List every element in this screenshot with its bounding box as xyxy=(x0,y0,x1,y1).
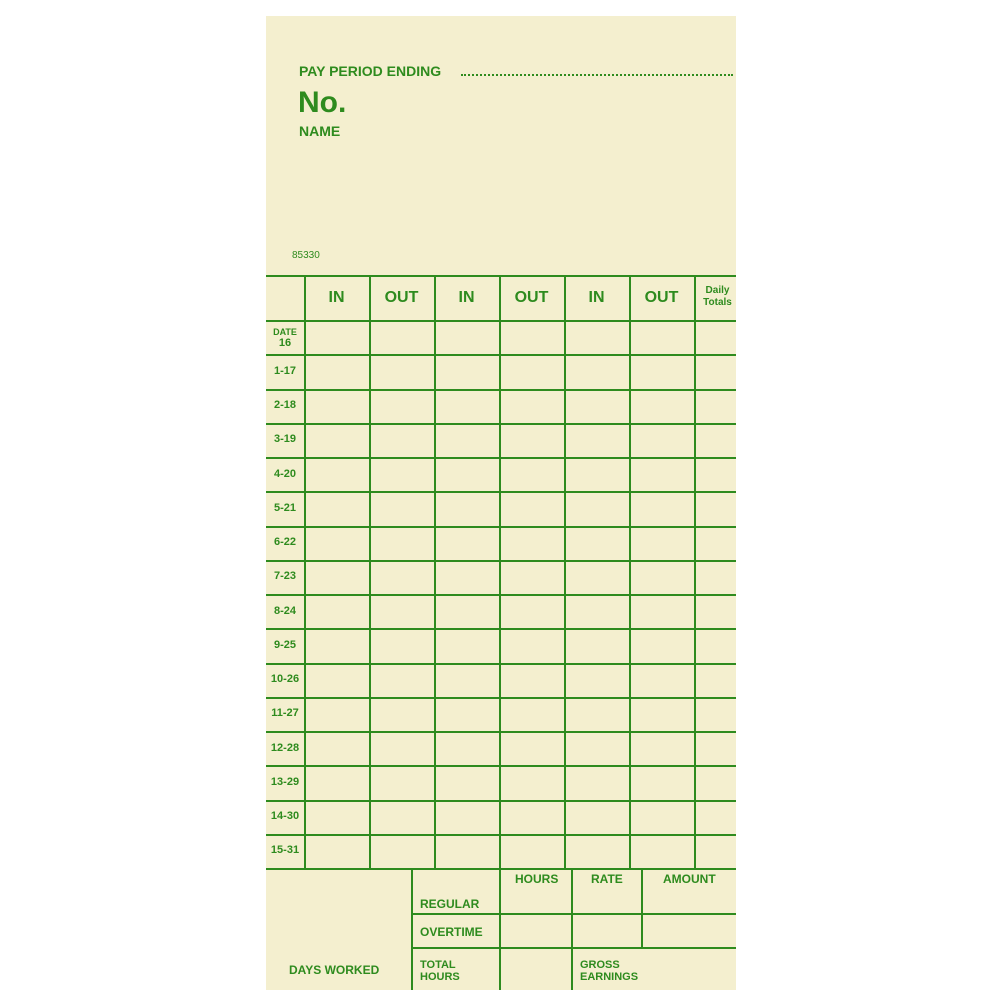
time-entry-cell[interactable] xyxy=(306,733,369,765)
pay-period-fill-line[interactable] xyxy=(461,74,733,76)
total-hours-line2: HOURS xyxy=(420,971,460,983)
row-label: 7-23 xyxy=(273,570,297,583)
summary-overtime-bottom xyxy=(411,947,736,949)
time-entry-cell[interactable] xyxy=(566,425,629,457)
time-entry-cell[interactable] xyxy=(371,562,434,594)
daily-total-cell[interactable] xyxy=(696,356,736,388)
time-entry-cell[interactable] xyxy=(306,528,369,560)
time-entry-cell[interactable] xyxy=(436,356,499,388)
time-entry-cell[interactable] xyxy=(631,493,694,525)
name-label: NAME xyxy=(299,123,341,139)
time-entry-cell[interactable] xyxy=(566,733,629,765)
column-header-out-3: OUT xyxy=(644,289,679,306)
time-entry-cell[interactable] xyxy=(306,356,369,388)
pay-period-label: PAY PERIOD ENDING xyxy=(299,63,442,79)
time-entry-cell[interactable] xyxy=(501,596,564,628)
row-label: 8-24 xyxy=(273,604,297,617)
daily-total-cell[interactable] xyxy=(696,528,736,560)
summary-amount-divider xyxy=(641,868,643,948)
time-entry-cell[interactable] xyxy=(371,391,434,423)
time-entry-cell[interactable] xyxy=(371,493,434,525)
time-entry-cell[interactable] xyxy=(436,596,499,628)
time-entry-cell[interactable] xyxy=(631,425,694,457)
daily-total-cell[interactable] xyxy=(696,699,736,731)
daily-totals-line2: Totals xyxy=(703,297,732,308)
time-entry-cell[interactable] xyxy=(631,391,694,423)
time-entry-cell[interactable] xyxy=(436,528,499,560)
time-entry-cell[interactable] xyxy=(631,596,694,628)
time-entry-cell[interactable] xyxy=(566,596,629,628)
summary-hours-divider xyxy=(499,868,501,990)
time-entry-cell[interactable] xyxy=(306,596,369,628)
time-entry-cell[interactable] xyxy=(631,356,694,388)
time-entry-cell[interactable] xyxy=(566,665,629,697)
time-entry-cell[interactable] xyxy=(501,802,564,834)
row-label: 3-19 xyxy=(273,433,297,446)
daily-total-cell[interactable] xyxy=(696,733,736,765)
time-entry-cell[interactable] xyxy=(436,665,499,697)
time-entry-cell[interactable] xyxy=(566,459,629,491)
time-entry-cell[interactable] xyxy=(631,562,694,594)
row-label: 10-26 xyxy=(270,673,300,686)
time-entry-cell[interactable] xyxy=(306,836,369,868)
time-entry-cell[interactable] xyxy=(566,802,629,834)
time-entry-cell[interactable] xyxy=(501,356,564,388)
daily-total-cell[interactable] xyxy=(696,322,736,354)
time-entry-cell[interactable] xyxy=(371,356,434,388)
time-entry-cell[interactable] xyxy=(306,767,369,799)
time-entry-cell[interactable] xyxy=(436,699,499,731)
time-entry-cell[interactable] xyxy=(371,699,434,731)
time-entry-cell[interactable] xyxy=(436,562,499,594)
time-entry-cell[interactable] xyxy=(501,391,564,423)
date-header-label: DATE xyxy=(273,327,297,337)
daily-total-cell[interactable] xyxy=(696,391,736,423)
time-entry-cell[interactable] xyxy=(501,699,564,731)
time-entry-cell[interactable] xyxy=(436,733,499,765)
time-entry-cell[interactable] xyxy=(371,425,434,457)
time-entry-cell[interactable] xyxy=(306,699,369,731)
time-entry-cell[interactable] xyxy=(566,562,629,594)
time-entry-cell[interactable] xyxy=(371,528,434,560)
time-entry-cell[interactable] xyxy=(631,322,694,354)
row-label: 14-30 xyxy=(270,810,300,823)
time-entry-cell[interactable] xyxy=(371,322,434,354)
time-entry-cell[interactable] xyxy=(436,836,499,868)
column-header-out-2: OUT xyxy=(514,289,549,306)
daily-total-cell[interactable] xyxy=(696,836,736,868)
row-label: 9-25 xyxy=(273,638,297,651)
column-header-in-3: IN xyxy=(588,289,605,306)
time-entry-cell[interactable] xyxy=(306,459,369,491)
time-entry-cell[interactable] xyxy=(631,528,694,560)
time-entry-cell[interactable] xyxy=(631,630,694,662)
time-entry-cell[interactable] xyxy=(566,836,629,868)
summary-top-border xyxy=(266,868,736,870)
time-entry-cell[interactable] xyxy=(436,391,499,423)
daily-totals-line1: Daily xyxy=(705,285,730,296)
time-entry-cell[interactable] xyxy=(566,767,629,799)
time-entry-cell[interactable] xyxy=(501,493,564,525)
time-entry-cell[interactable] xyxy=(306,802,369,834)
time-entry-cell[interactable] xyxy=(371,596,434,628)
rate-header: RATE xyxy=(591,872,623,886)
time-card xyxy=(266,16,736,990)
summary-left-divider xyxy=(411,868,413,990)
daily-total-cell[interactable] xyxy=(696,562,736,594)
row-label: 12-28 xyxy=(270,741,300,754)
row-label: 13-29 xyxy=(270,775,300,788)
time-entry-cell[interactable] xyxy=(436,322,499,354)
row-label: 2-18 xyxy=(273,399,297,412)
time-entry-cell[interactable] xyxy=(371,733,434,765)
daily-total-cell[interactable] xyxy=(696,630,736,662)
gross-earnings-line1: GROSS xyxy=(580,959,620,971)
time-entry-cell[interactable] xyxy=(501,733,564,765)
time-entry-cell[interactable] xyxy=(306,391,369,423)
number-label: No. xyxy=(298,86,347,119)
time-entry-cell[interactable] xyxy=(631,459,694,491)
time-entry-cell[interactable] xyxy=(306,630,369,662)
time-entry-cell[interactable] xyxy=(501,767,564,799)
time-entry-cell[interactable] xyxy=(371,836,434,868)
daily-total-cell[interactable] xyxy=(696,493,736,525)
time-entry-cell[interactable] xyxy=(566,391,629,423)
row-label: 16 xyxy=(278,337,292,349)
time-entry-cell[interactable] xyxy=(371,665,434,697)
gross-earnings-line2: EARNINGS xyxy=(580,971,639,983)
time-entry-cell[interactable] xyxy=(436,425,499,457)
daily-totals-header xyxy=(699,285,736,309)
time-entry-cell[interactable] xyxy=(501,322,564,354)
row-label: 11-27 xyxy=(271,707,299,720)
time-entry-cell[interactable] xyxy=(631,836,694,868)
time-entry-cell[interactable] xyxy=(306,425,369,457)
daily-total-cell[interactable] xyxy=(696,425,736,457)
time-entry-cell[interactable] xyxy=(306,493,369,525)
time-entry-cell[interactable] xyxy=(371,767,434,799)
time-entry-cell[interactable] xyxy=(631,665,694,697)
time-entry-cell[interactable] xyxy=(566,493,629,525)
time-entry-cell[interactable] xyxy=(501,630,564,662)
column-header-in-1: IN xyxy=(328,289,345,306)
total-hours-line1: TOTAL xyxy=(420,959,456,971)
time-entry-cell[interactable] xyxy=(631,802,694,834)
daily-total-cell[interactable] xyxy=(696,596,736,628)
summary-rate-divider xyxy=(571,868,573,990)
daily-total-cell[interactable] xyxy=(696,459,736,491)
time-entry-cell[interactable] xyxy=(566,322,629,354)
days-worked-label: DAYS WORKED xyxy=(289,963,380,977)
daily-total-cell[interactable] xyxy=(696,665,736,697)
time-entry-cell[interactable] xyxy=(501,562,564,594)
row-label: 4-20 xyxy=(273,467,297,480)
time-entry-cell[interactable] xyxy=(566,699,629,731)
time-entry-cell[interactable] xyxy=(371,802,434,834)
time-entry-cell[interactable] xyxy=(566,630,629,662)
overtime-label: OVERTIME xyxy=(420,925,483,939)
total-hours-label xyxy=(420,959,460,983)
time-entry-cell[interactable] xyxy=(501,528,564,560)
time-entry-cell[interactable] xyxy=(436,493,499,525)
time-entry-cell[interactable] xyxy=(501,425,564,457)
time-entry-cell[interactable] xyxy=(631,699,694,731)
time-entry-cell[interactable] xyxy=(306,562,369,594)
hours-header: HOURS xyxy=(515,872,559,886)
row-label: 6-22 xyxy=(273,536,297,549)
time-entry-cell[interactable] xyxy=(501,836,564,868)
time-entry-cell[interactable] xyxy=(436,767,499,799)
amount-header: AMOUNT xyxy=(663,872,716,886)
daily-total-cell[interactable] xyxy=(696,802,736,834)
time-entry-cell[interactable] xyxy=(631,767,694,799)
row-label: 15-31 xyxy=(270,844,300,857)
time-entry-cell[interactable] xyxy=(631,733,694,765)
time-entry-cell[interactable] xyxy=(566,528,629,560)
column-header-out-1: OUT xyxy=(384,289,419,306)
summary-regular-bottom xyxy=(411,913,736,915)
time-entry-cell[interactable] xyxy=(371,630,434,662)
time-entry-cell[interactable] xyxy=(306,665,369,697)
time-entry-cell[interactable] xyxy=(501,459,564,491)
row-label: 5-21 xyxy=(273,501,297,514)
time-entry-cell[interactable] xyxy=(436,630,499,662)
time-entry-cell[interactable] xyxy=(371,459,434,491)
time-entry-cell[interactable] xyxy=(436,459,499,491)
gross-earnings-label xyxy=(580,959,638,983)
column-header-in-2: IN xyxy=(458,289,475,306)
daily-total-cell[interactable] xyxy=(696,767,736,799)
time-entry-cell[interactable] xyxy=(501,665,564,697)
row-label: 1-17 xyxy=(273,364,297,377)
time-entry-cell[interactable] xyxy=(306,322,369,354)
regular-label: REGULAR xyxy=(420,897,480,911)
time-entry-cell[interactable] xyxy=(436,802,499,834)
form-number: 85330 xyxy=(292,250,320,261)
time-entry-cell[interactable] xyxy=(566,356,629,388)
